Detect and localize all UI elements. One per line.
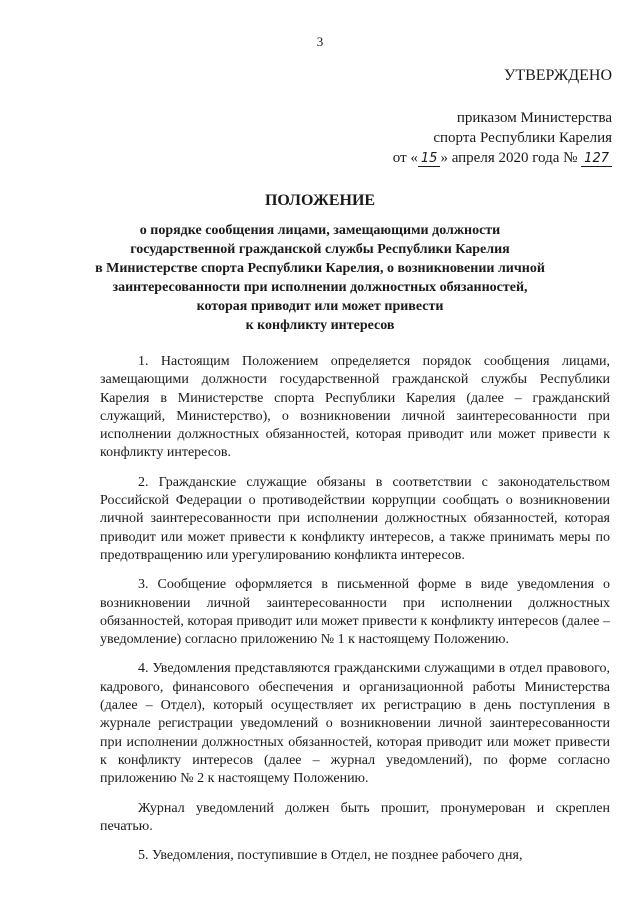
approval-date-line [393,148,612,168]
approval-line-1: приказом Министерства [456,110,612,126]
paragraph-3: 3. Сообщение оформляется в письменной форме в виде уведомления о возникновении личной заинтересованности при исполнении должностных обязанностей, которая приводит или может привести к конфликту интересов (далее – уведомление) согласно приложению № 1 к настоящему Положению. [100,577,610,648]
approval-block [393,66,612,168]
subtitle-line: в Министерстве спорта Республики Карелия, о возникновении личной [95,261,545,276]
subtitle-line: которая приводит или может привести [196,299,444,314]
handwritten-order-number: 127 [581,152,612,167]
paragraph-4: 4. Уведомления представляются гражданскими служащими в отдел правового, кадрового, финансового обеспечения и организационной работы Министерства (далее – Отдел), который осуществляет их регистрацию в день поступления в журнале регистрации уведомлений о возникновении личной заинтересованности при исполнении должностных обязанностей, которая приводит или может привести к конфликту интересов (далее – журнал уведомлений), по форме согласно приложению № 2 к настоящему Положению. [100,661,610,787]
paragraph-5: 5. Уведомления, поступившие в Отдел, не позднее рабочего дня, [138,848,523,864]
approval-line-2: спорта Республики Карелия [433,130,612,146]
subtitle-line: государственной гражданской службы Республики Карелия [130,242,510,257]
date-prefix: от « [392,150,418,166]
paragraph-journal: Журнал уведомлений должен быть прошит, пронумерован и скреплен печатью. [100,800,610,834]
paragraph-1: 1. Настоящим Положением определяется порядок сообщения лицами, замещающими должности государственной гражданской службы Республики Карелия в Министерстве спорта Республики Карелия (далее – гражданский служащий, Министерство), о возникновении личной заинтересованности при исполнении должностных обязанностей, которая приводит или может привести к конфликту интересов. [100,354,610,461]
page-number: 3 [316,34,324,49]
handwritten-day: 15 [418,152,441,167]
subtitle-line: к конфликту интересов [245,318,395,333]
document-title: ПОЛОЖЕНИЕ [264,192,376,209]
paragraph-2: 2. Гражданские служащие обязаны в соответствии с законодательством Российской Федерации о противодействии коррупции сообщать о возникновении личной заинтересованности при исполнении должностных обязанностей, которая приводит или может привести к конфликту интересов, а также принимать меры по предотвращению или урегулированию конфликта интересов. [100,474,610,563]
document-body [100,353,610,865]
approval-stamp-title: УТВЕРЖДЕНО [503,67,612,84]
subtitle-line: о порядке сообщения лицами, замещающими должности [139,223,501,238]
document-subtitle [60,221,580,335]
subtitle-line: заинтересованности при исполнении должностных обязанностей, [112,280,528,295]
date-middle: » апреля 2020 года № [440,150,578,166]
